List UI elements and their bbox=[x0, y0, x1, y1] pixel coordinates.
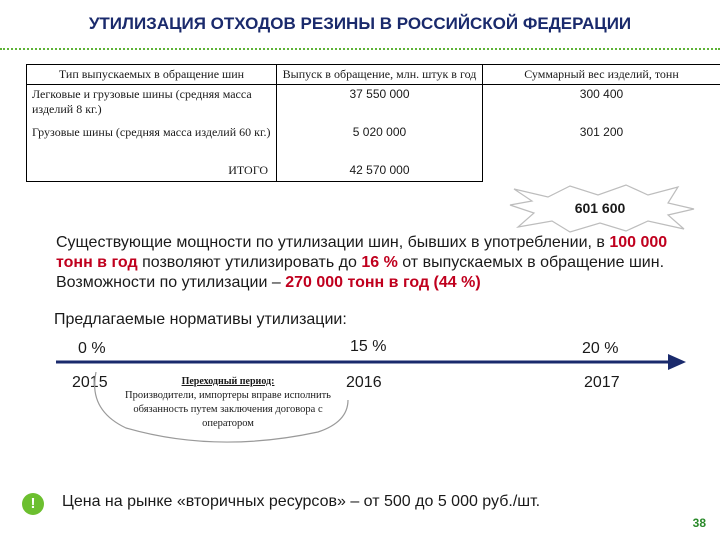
timeline-arrow-icon bbox=[56, 352, 686, 372]
exclamation-icon: ! bbox=[22, 493, 44, 515]
total-label: ИТОГО bbox=[27, 161, 277, 182]
row-output: 5 020 000 bbox=[277, 123, 483, 161]
title-divider bbox=[0, 48, 720, 50]
capacity-text: Существующие мощности по утилизации шин, бывших в употреблении, в bbox=[56, 234, 610, 251]
capacity-highlight: 16 % bbox=[361, 254, 398, 271]
table-row bbox=[27, 123, 720, 161]
transition-note bbox=[118, 375, 338, 431]
row-weight: 301 200 bbox=[483, 123, 720, 161]
slide-title: УТИЛИЗАЦИЯ ОТХОДОВ РЕЗИНЫ В РОССИЙСКОЙ ФЕДЕРАЦИИ bbox=[88, 14, 632, 33]
total-output: 42 570 000 bbox=[277, 161, 483, 182]
year-2017: 2017 bbox=[584, 374, 620, 391]
year-2016: 2016 bbox=[346, 374, 382, 391]
table-total-row bbox=[27, 161, 720, 182]
total-weight: 601 600 bbox=[574, 200, 626, 216]
tires-table bbox=[26, 64, 720, 182]
header-type: Тип выпускаемых в обращение шин bbox=[27, 65, 277, 85]
page-number: 38 bbox=[692, 516, 706, 530]
percent-2017: 20 % bbox=[582, 340, 619, 357]
price-note: Цена на рынке «вторичных ресурсов» – от 500 до 5 000 руб./шт. bbox=[62, 493, 541, 510]
row-type: Легковые и грузовые шины (средняя масса изделий 8 кг.) bbox=[27, 85, 277, 124]
capacity-highlight: 270 000 тонн в год (44 %) bbox=[285, 274, 481, 291]
header-output: Выпуск в обращение, млн. штук в год bbox=[277, 65, 483, 85]
row-output: 37 550 000 bbox=[277, 85, 483, 124]
table-row bbox=[27, 85, 720, 124]
norms-heading: Предлагаемые нормативы утилизации: bbox=[54, 311, 347, 328]
table-header-row bbox=[27, 65, 720, 85]
percent-2015: 0 % bbox=[78, 340, 106, 357]
capacity-text: позволяют утилизировать до bbox=[137, 254, 362, 271]
row-type: Грузовые шины (средняя масса изделий 60 кг.) bbox=[27, 123, 277, 161]
year-2015: 2015 bbox=[72, 374, 108, 391]
header-weight: Суммарный вес изделий, тонн bbox=[483, 65, 720, 85]
transition-title: Переходный период: bbox=[181, 376, 275, 387]
capacity-highlight: 100 000 тонн в год bbox=[56, 234, 668, 271]
transition-text: Производители, импортеры вправе исполнить обязанность путем заключения договора с оператором bbox=[125, 390, 331, 429]
capacity-paragraph bbox=[56, 233, 696, 293]
capacity-text: от выпускаемых в обращение шин. Возможности по утилизации – bbox=[56, 254, 665, 291]
percent-2016: 15 % bbox=[350, 338, 387, 355]
row-weight: 300 400 bbox=[483, 85, 720, 124]
